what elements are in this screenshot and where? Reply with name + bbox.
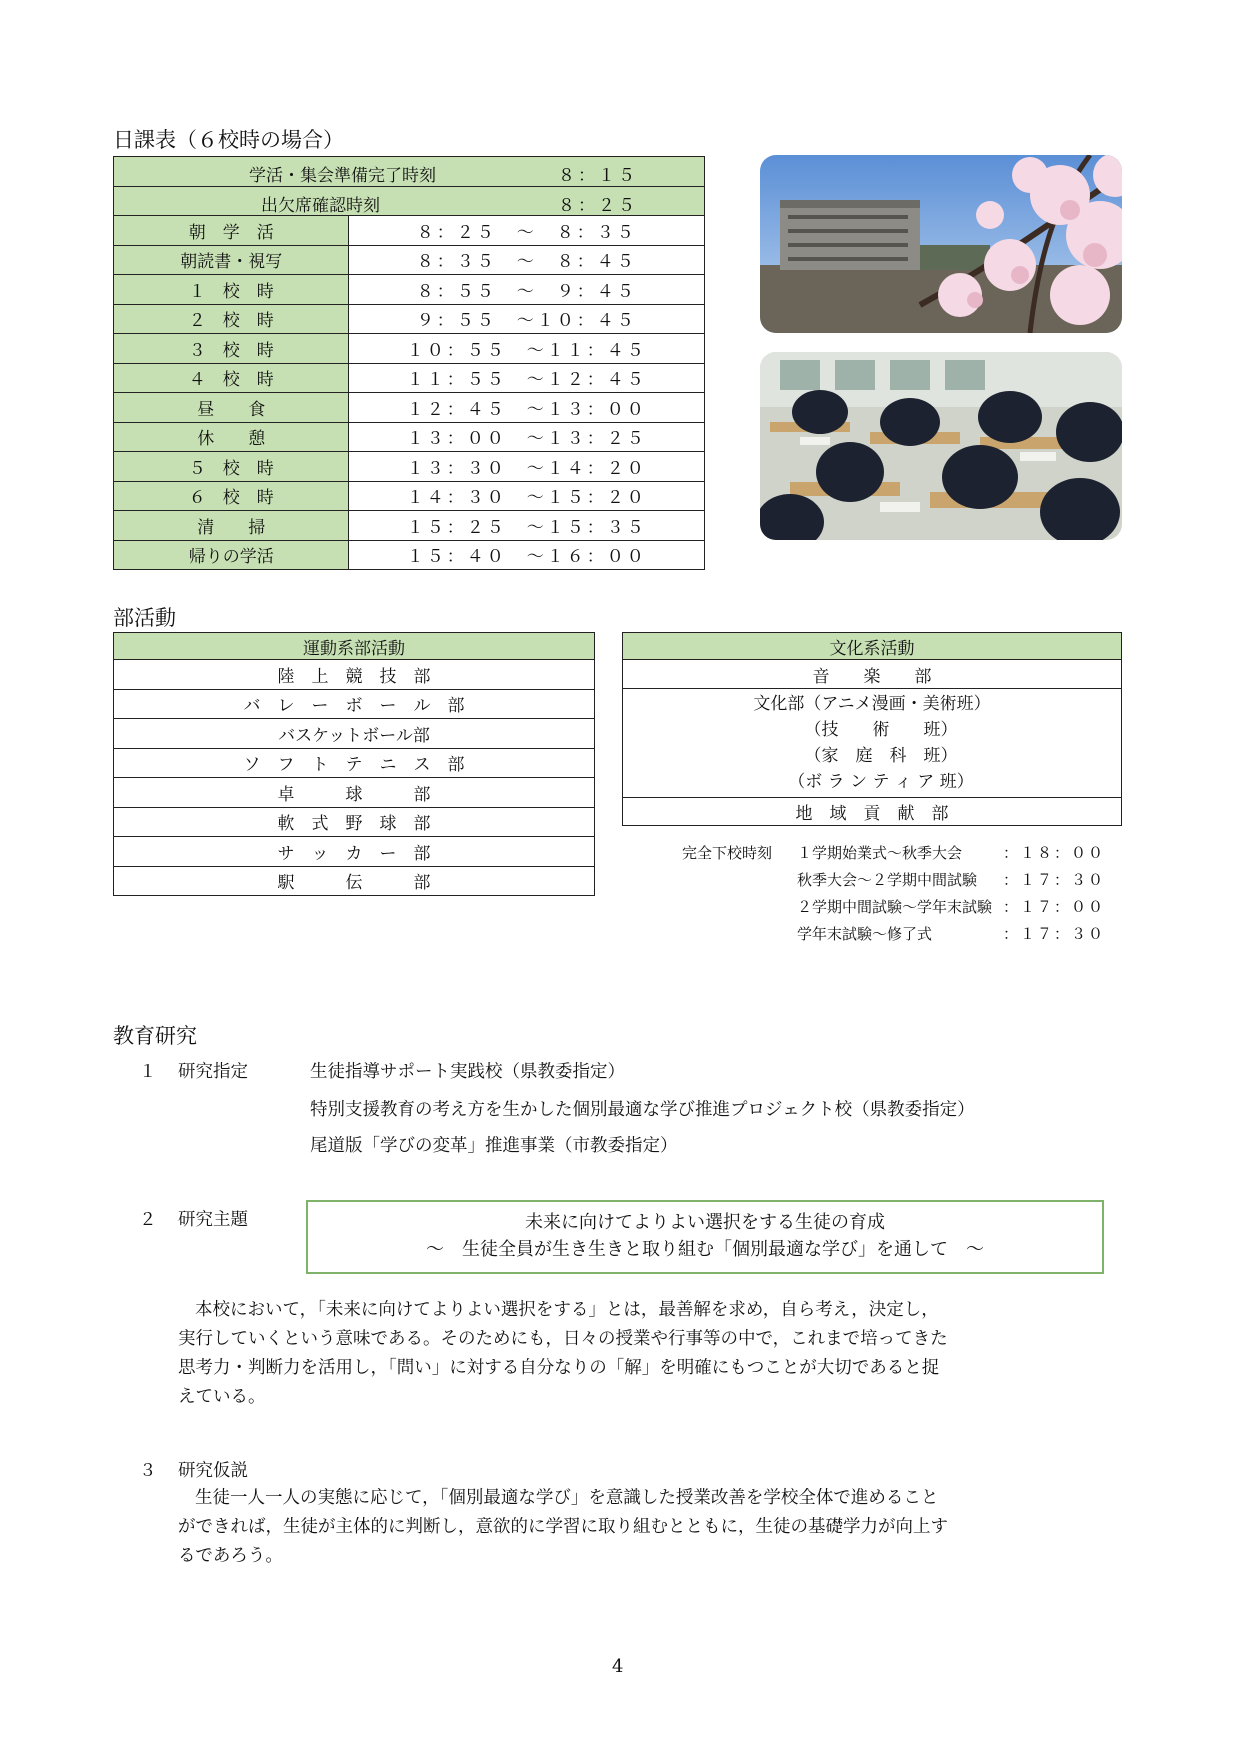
- theme-explanation: [178, 1296, 1128, 1412]
- research-theme-box: [306, 1200, 1104, 1274]
- dismissal-period: １学期始業式～秋季大会: [797, 844, 963, 862]
- paragraph-line: 本校において，「未来に向けてよりよい選択をする」とは，最善解を求め，自ら考え，決定し，: [195, 1300, 939, 1320]
- clubs-heading: 部活動: [113, 606, 176, 630]
- club-name: 駅 伝 部: [114, 866, 595, 896]
- dismissal-period: 学年末試験～修了式: [797, 925, 933, 943]
- paragraph-line: るであろう。: [178, 1546, 283, 1566]
- schedule-row: [114, 304, 705, 334]
- club-row: [114, 719, 595, 749]
- item-number: ３: [139, 1461, 157, 1481]
- club-row: [114, 660, 595, 690]
- club-name: 軟 式 野 球 部: [114, 807, 595, 837]
- club-name: 文化部（アニメ漫画・美術班）: [753, 694, 991, 714]
- club-name: サ ッ カ ー 部: [114, 837, 595, 867]
- schedule-header-row: [114, 186, 705, 216]
- paragraph-line: ができれば，生徒が主体的に判断し，意欲的に学習に取り組むとともに，生徒の基礎学力が向上す: [178, 1517, 948, 1537]
- period-label: １ 校 時: [114, 275, 349, 305]
- designation-line: 生徒指導サポート実践校（県教委指定）: [310, 1062, 625, 1082]
- sports-clubs-table: [113, 632, 595, 896]
- club-name: バ レ ー ボ ー ル 部: [114, 689, 595, 719]
- item-number: １: [139, 1062, 157, 1082]
- schedule-row: [114, 540, 705, 570]
- dismissal-time: ：１７：００: [1003, 898, 1106, 916]
- paragraph-line: 生徒一人一人の実態に応じて，「個別最適な学び」を意識した授業改善を学校全体で進めること: [195, 1488, 939, 1508]
- schedule-row: [114, 216, 705, 246]
- dismissal-time: ：１７：３０: [1003, 871, 1106, 889]
- schedule-heading: 日課表（６校時の場合）: [113, 128, 344, 152]
- table-header-row: [114, 633, 595, 660]
- club-row: [623, 689, 1122, 798]
- paragraph-line: 実行していくという意味である。そのためにも，日々の授業や行事等の中で，これまで培ってきた: [178, 1329, 948, 1349]
- club-row: [114, 778, 595, 808]
- theme-sub: ～ 生徒全員が生き生きと取り組む「個別最適な学び」を通して ～: [426, 1239, 984, 1260]
- page-number: 4: [612, 1656, 624, 1677]
- period-time: １３：００ ～１３：２５: [349, 422, 705, 452]
- attendance-time: ８：２５: [558, 195, 638, 216]
- schedule-row: [114, 422, 705, 452]
- schedule-row: [114, 511, 705, 541]
- attendance-label: 出欠席確認時刻: [261, 195, 380, 216]
- cherry-blossom-photo: [760, 155, 1122, 333]
- schedule-row: [114, 334, 705, 364]
- club-name: （ボ ラ ン テ ィ ア 班）: [788, 772, 974, 792]
- item-label: 研究主題: [178, 1210, 248, 1230]
- schedule-table: [113, 156, 705, 570]
- period-label: 昼 食: [114, 393, 349, 423]
- schedule-row: [114, 275, 705, 305]
- period-time: １０：５５ ～１１：４５: [349, 334, 705, 364]
- dismissal-label: 完全下校時刻: [682, 844, 773, 862]
- club-name: 地 域 貢 献 部: [623, 798, 1122, 826]
- period-label: 休 憩: [114, 422, 349, 452]
- club-name: ソ フ ト テ ニ ス 部: [114, 748, 595, 778]
- table-header-row: [623, 633, 1122, 660]
- period-label: ５ 校 時: [114, 452, 349, 482]
- culture-bunka-cell: [623, 689, 1122, 798]
- item-number: ２: [139, 1210, 157, 1230]
- period-label: 帰りの学活: [114, 540, 349, 570]
- research-heading: 教育研究: [113, 1024, 197, 1048]
- club-name: （技 術 班）: [804, 720, 958, 740]
- period-time: ８：２５ ～ ８：３５: [349, 216, 705, 246]
- schedule-row: [114, 452, 705, 482]
- schedule-row: [114, 393, 705, 423]
- dismissal-time: ：１７：３０: [1003, 925, 1106, 943]
- paragraph-line: えている。: [178, 1387, 266, 1407]
- club-row: [114, 837, 595, 867]
- club-name: バスケットボール部: [114, 719, 595, 749]
- club-name: 陸 上 競 技 部: [114, 660, 595, 690]
- club-row: [114, 748, 595, 778]
- schedule-header-row: [114, 157, 705, 187]
- theme-main: 未来に向けてよりよい選択をする生徒の育成: [525, 1212, 885, 1233]
- hypothesis-text: [178, 1484, 1128, 1571]
- club-row: [114, 866, 595, 896]
- club-row: [114, 689, 595, 719]
- designation-line: 尾道版「学びの変革」推進事業（市教委指定）: [310, 1136, 678, 1156]
- period-time: １１：５５ ～１２：４５: [349, 363, 705, 393]
- period-time: １２：４５ ～１３：００: [349, 393, 705, 423]
- period-time: １５：４０ ～１６：００: [349, 540, 705, 570]
- period-label: ２ 校 時: [114, 304, 349, 334]
- dismissal-time: ：１８：００: [1003, 844, 1106, 862]
- sports-header: 運動系部活動: [114, 633, 595, 660]
- period-time: ９：５５ ～１０：４５: [349, 304, 705, 334]
- schedule-row: [114, 481, 705, 511]
- period-label: ４ 校 時: [114, 363, 349, 393]
- period-time: ８：３５ ～ ８：４５: [349, 245, 705, 275]
- item-label: 研究指定: [178, 1062, 248, 1082]
- period-label: 朝読書・視写: [114, 245, 349, 275]
- dismissal-period: ２学期中間試験～学年末試験: [797, 898, 993, 916]
- club-row: [623, 798, 1122, 826]
- dismissal-period: 秋季大会～２学期中間試験: [797, 871, 978, 889]
- culture-clubs-table: [622, 632, 1122, 826]
- prep-time: ８：１５: [558, 166, 638, 186]
- period-label: ３ 校 時: [114, 334, 349, 364]
- club-name: 音 楽 部: [623, 660, 1122, 689]
- item-label: 研究仮説: [178, 1461, 248, 1481]
- designation-line: 特別支援教育の考え方を生かした個別最適な学び推進プロジェクト校（県教委指定）: [310, 1100, 975, 1120]
- schedule-row: [114, 245, 705, 275]
- schedule-row: [114, 363, 705, 393]
- period-label: 朝 学 活: [114, 216, 349, 246]
- classroom-photo: [760, 352, 1122, 540]
- club-row: [114, 807, 595, 837]
- club-row: [623, 660, 1122, 689]
- culture-header: 文化系活動: [623, 633, 1122, 660]
- period-time: １５：２５ ～１５：３５: [349, 511, 705, 541]
- period-time: １４：３０ ～１５：２０: [349, 481, 705, 511]
- period-label: ６ 校 時: [114, 481, 349, 511]
- club-name: 卓 球 部: [114, 778, 595, 808]
- period-label: 清 掃: [114, 511, 349, 541]
- club-name: （家 庭 科 班）: [804, 746, 958, 766]
- paragraph-line: 思考力・判断力を活用し，「問い」に対する自分なりの「解」を明確にもつことが大切であると捉: [178, 1358, 940, 1378]
- period-time: １３：３０ ～１４：２０: [349, 452, 705, 482]
- prep-label: 学活・集会準備完了時刻: [249, 166, 436, 186]
- period-time: ８：５５ ～ ９：４５: [349, 275, 705, 305]
